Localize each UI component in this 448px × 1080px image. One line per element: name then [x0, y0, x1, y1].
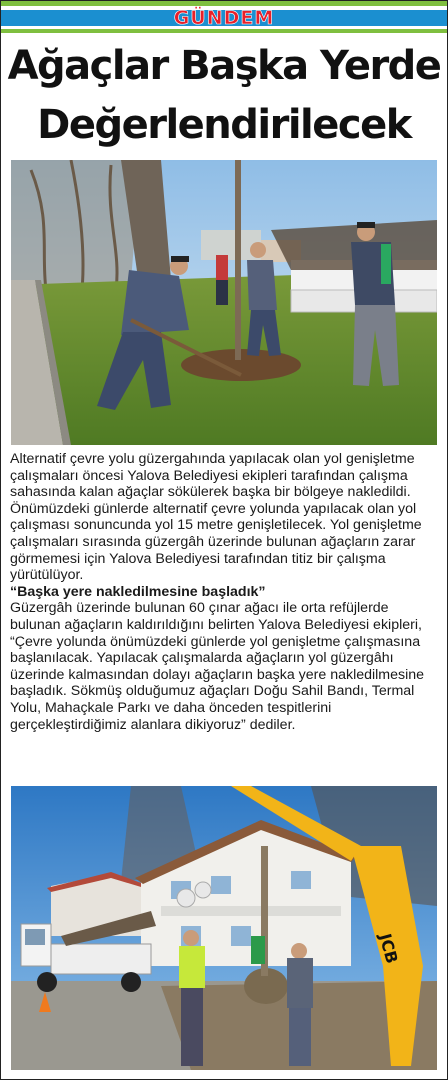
article-paragraph-2: Önümüzdeki günlerde alternatif çevre yolunda yapılacak olan yol çalışması sonuncunda yol 15 metre genişletilecek. Yol genişletme çalışmaları sırasında güzergâh üzerinde bulunan ağaçların zarar görmemesi için Yalova Belediyesi tarafından titiz bir çalışma yürütülüyor.: [10, 500, 422, 584]
article-paragraph-1: Alternatif çevre yolu güzergahında yapılacak olan yol genişletme çalışmaları öncesi Yalova Belediyesi ekipleri tarafından çalışma sahasında kalan ağaçlar sökülerek başka bir bölgeye nakledildi.: [10, 451, 415, 501]
headline-line-1: Ağaçlar Başka Yerde: [7, 43, 441, 89]
photo-tree-planting-illustration: [11, 160, 437, 445]
section-banner: [1, 1, 447, 33]
article-body: [10, 451, 438, 733]
article-subheading: “Başka yere nakledilmesine başladık”: [10, 583, 266, 600]
excavator-brand-label: JCB: [375, 931, 402, 966]
headline-line-2: Değerlendirilecek: [37, 102, 411, 148]
section-label: GÜNDEM: [173, 7, 275, 29]
banner-stripe-green-2: [1, 29, 447, 33]
photo-excavator-illustration: [11, 786, 437, 1070]
photo-tree-planting: [11, 160, 437, 445]
photo-excavator: [11, 786, 437, 1070]
article-paragraph-3: Güzergâh üzerinde bulunan 60 çınar ağacı ile orta refüjlerde bulunan ağaçların kaldırıldığını belirten Yalova Belediyesi ekipleri, “Çevre yolunda önümüzdeki günlerde yol genişletme çalışmasına başlanılacak. Yapılacak çalışmalarda ağaçların yol güzergâhı üzerinde kalmasından dolayı ağaçların başka yere nakledilmesine başladık. Sökmüş olduğumuz ağaçları Doğu Sahil Bandı, Termal Yolu, Mahaçkale Parkı ve daha önceden tespitlerini gerçekleştirdiğimiz alanlara dikiyoruz” dediler.: [10, 600, 425, 733]
